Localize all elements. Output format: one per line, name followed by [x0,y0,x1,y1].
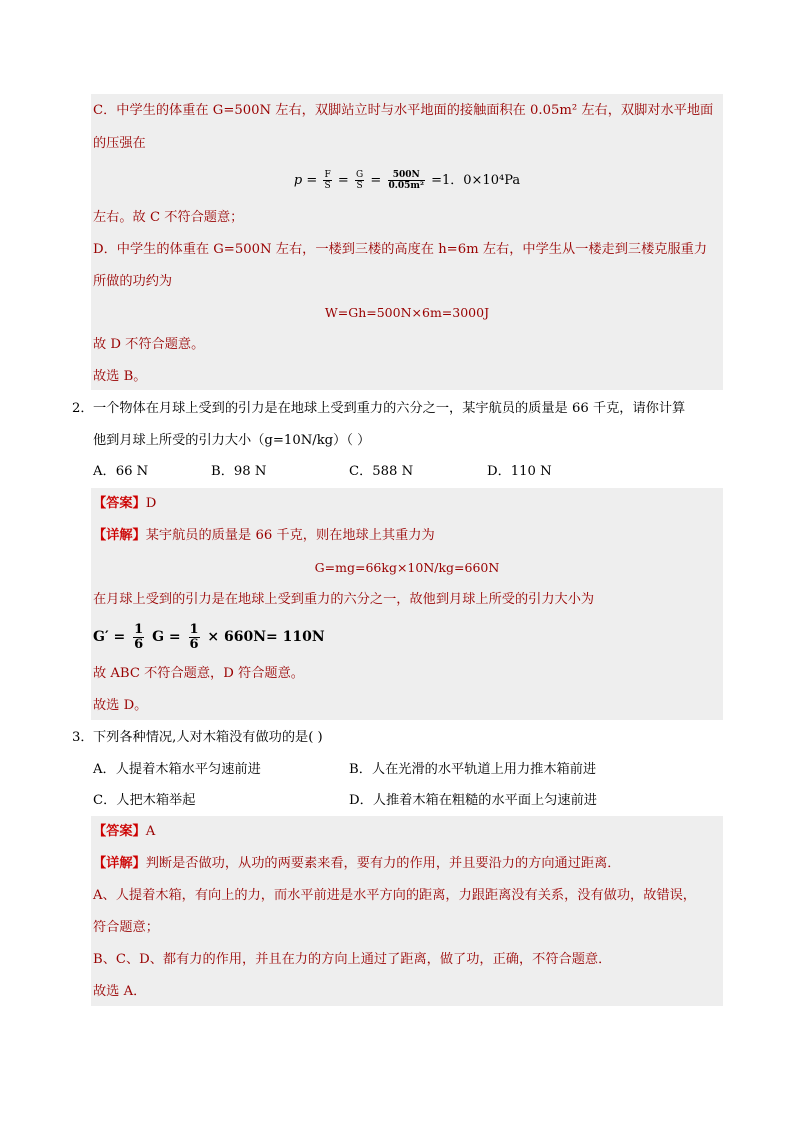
question-3-option-c: C．人把木箱举起 [93,793,196,808]
question-3-detail-line1 [93,854,723,874]
question-2-number: 2． [72,401,94,416]
formula-mid: G = [152,629,181,645]
fraction-denominator: S [356,181,363,191]
question-3-choice: 故选 A． [93,984,147,999]
question-3-answer [93,822,723,842]
answer-value: A [145,824,156,839]
pressure-formula: p = $\frac{F}{S}$ = $\frac{G}{S}$ = $\frac{500N}{\text{0.05m²}}$ =1．0×10⁴Pa [293,170,521,191]
fraction-one-sixth-2 [189,623,200,652]
fraction-500n-over-area [388,170,425,191]
question-2-stem-line2: 他到月球上所受的引力大小（g=10N/kg）（ ） [93,433,371,448]
formula-p: p [293,173,303,188]
fraction-denominator: 6 [189,636,199,652]
formula-tail: × 660N= 110N [207,629,325,645]
gravity-formula: G=mg=66kg×10N/kg=660N [314,560,500,575]
answer-value: D [145,496,157,511]
question-2-option-b: B．98 N [211,464,267,479]
pressure-result: =1．0×10⁴Pa [431,173,521,188]
question-2-option-c: C．588 N [349,464,414,479]
fraction-f-over-s [323,170,331,191]
detail-tag: 【详解】 [93,528,146,543]
question-3-stem: 下列各种情况,人对木箱没有做功的是( ) [93,730,323,745]
fraction-numerator: G [356,170,364,180]
fraction-numerator: 1 [134,621,144,637]
question-3-option-b: B．人在光滑的水平轨道上用力推木箱前进 [349,762,597,777]
question-3-option-d: D．人推着木箱在粗糙的水平面上匀速前进 [349,793,597,808]
question-3-detail-line3: 符合题意； [93,920,159,935]
question-3-detail-line2: A、人提着木箱，有向上的力，而水平前进是水平方向的距离，力跟距离没有关系，没有做功，故错误， [93,888,696,903]
option-d-explanation-line3: 故 D 不符合题意。 [93,337,205,352]
fraction-numerator: 1 [189,621,199,637]
question-2-answer [93,494,723,514]
fraction-denominator: 0.05m² [388,181,424,191]
question-2-detail-line2: 在月球上受到的引力是在地球上受到重力的六分之一，故他到月球上所受的引力大小为 [93,592,595,607]
answer-tag: 【答案】 [93,496,146,511]
question-2-detail-line3: 故 ABC 不符合题意，D 符合题意。 [93,666,304,681]
answer-tag: 【答案】 [93,824,146,839]
moon-gravity-formula [93,620,723,654]
question-2-option-a: A．66 N [93,464,149,479]
detail-tag: 【详解】 [93,856,146,871]
question-2-stem-line1: 一个物体在月球上受到的引力是在地球上受到重力的六分之一，某宇航员的质量是 66 千克，请你计算 [93,401,686,416]
block1-choice: 故选 B。 [93,369,147,384]
option-c-explanation-line2: 的压强在 [93,136,146,151]
option-c-explanation-line3: 左右。故 C 不符合题意； [93,210,244,225]
detail-text: 判断是否做功，从功的两要素来看，要有力的作用，并且要沿力的方向通过距离． [145,856,621,871]
formula-lhs: G′ = [93,629,126,645]
option-d-explanation-line2: 所做的功约为 [93,274,173,289]
fraction-numerator: F [324,170,331,180]
option-d-explanation-line1: D．中学生的体重在 G=500N 左右，一楼到三楼的高度在 h=6m 左右，中学生从一楼走到三楼克服重力 [93,242,708,257]
question-2-option-d: D．110 N [487,464,552,479]
question-2-choice: 故选 D。 [93,698,148,713]
fraction-denominator: S [324,181,331,191]
detail-text: 某宇航员的质量是 66 千克，则在地球上其重力为 [145,528,435,543]
fraction-denominator: 6 [134,636,144,652]
question-2-detail-line1 [93,526,723,546]
work-formula: W=Gh=500N×6m=3000J [324,305,490,320]
question-3-detail-line4: B、C、D、都有力的作用，并且在力的方向上通过了距离，做了功，正确，不符合题意． [93,952,612,967]
fraction-numerator: 500N [388,170,425,181]
fraction-one-sixth [133,623,144,652]
fraction-g-over-s [355,170,364,191]
solution-shade-q3 [91,816,723,1006]
question-3-number: 3． [72,730,94,745]
question-3-option-a: A．人提着木箱水平匀速前进 [93,762,261,777]
option-c-explanation-line1: C．中学生的体重在 G=500N 左右，双脚站立时与水平地面的接触面积在 0.05m² 左右，双脚对水平地面 [93,103,714,118]
